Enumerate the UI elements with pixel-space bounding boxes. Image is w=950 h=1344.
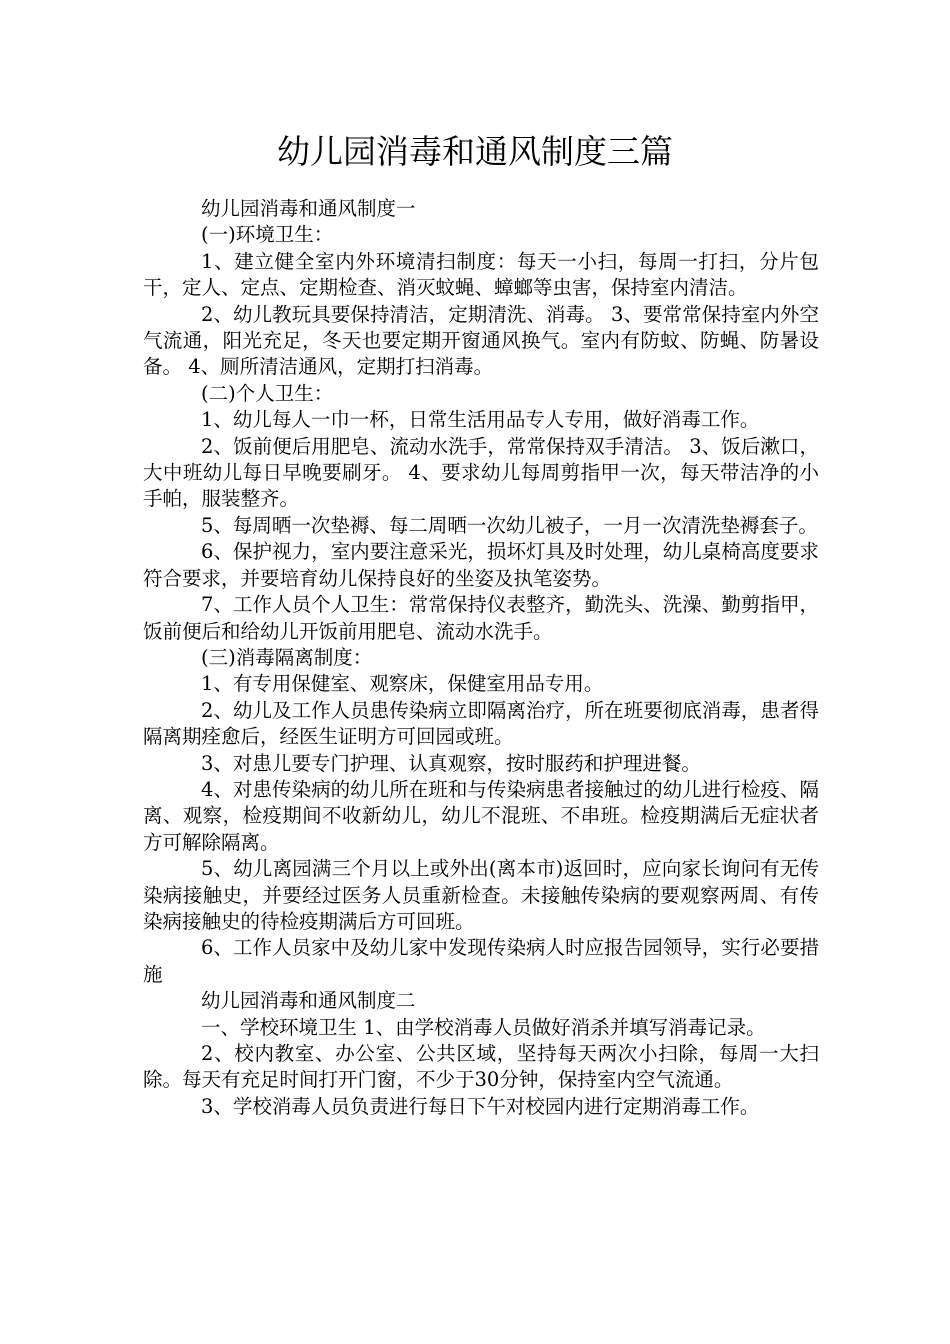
document-body bbox=[143, 196, 819, 1120]
paragraph: 6、工作人员家中及幼儿家中发现传染病人时应报告园领导，实行必要措施 bbox=[143, 936, 819, 986]
paragraph: 一、学校环境卫生 1、由学校消毒人员做好消杀并填写消毒记录。 bbox=[201, 1015, 766, 1039]
subsection-heading: (一)环境卫生： bbox=[201, 223, 334, 247]
paragraph: 5、幼儿离园满三个月以上或外出(离本市)返回时，应向家长询问有无传染病接触史，并要经过医务人员重新检查。未接触传染病的要观察两周、有传染病接触史的待检疫期满后方可回班。 bbox=[143, 857, 819, 933]
section-heading-1: 幼儿园消毒和通风制度一 bbox=[201, 197, 416, 220]
paragraph: 2、幼儿教玩具要保持清洁，定期清洗、消毒。 3、要常常保持室内外空气流通，阳光充足，冬天也要定期开窗通风换气。室内有防蚊、防蝇、防暑设备。 4、厕所清洁通风，定期打扫消毒。 bbox=[143, 302, 819, 379]
paragraph: 1、幼儿每人一巾一杯，日常生活用品专人专用，做好消毒工作。 bbox=[201, 408, 760, 432]
paragraph: 4、对患传染病的幼儿所在班和与传染病患者接触过的幼儿进行检疫、隔离、观察，检疫期间不收新幼儿，幼儿不混班、不串班。检疫期满后无症状者方可解除隔离。 bbox=[143, 777, 819, 854]
paragraph: 3、对患儿要专门护理、认真观察，按时服药和护理进餐。 bbox=[201, 751, 701, 775]
subsection-heading: (三)消毒隔离制度： bbox=[201, 645, 373, 669]
paragraph: 2、幼儿及工作人员患传染病立即隔离治疗，所在班要彻底消毒，患者得隔离期痊愈后，经医生证明方可回园或班。 bbox=[143, 698, 819, 749]
paragraph: 3、学校消毒人员负责进行每日下午对校园内进行定期消毒工作。 bbox=[201, 1094, 760, 1118]
paragraph: 1、建立健全室内外环境清扫制度：每天一小扫，每周一打扫，分片包干，定人、定点、定期检查、消灭蚊蝇、蟑螂等虫害，保持室内清洁。 bbox=[143, 249, 819, 300]
section-heading-2: 幼儿园消毒和通风制度二 bbox=[201, 989, 416, 1013]
paragraph: 1、有专用保健室、观察床，保健室用品专用。 bbox=[201, 672, 604, 696]
document-title: 幼儿园消毒和通风制度三篇 bbox=[277, 132, 673, 171]
paragraph: 2、饭前便后用肥皂、流动水洗手，常常保持双手清洁。 3、饭后漱口，大中班幼儿每日早晚要刷牙。 4、要求幼儿每周剪指甲一次，每天带洁净的小手帕，服装整齐。 bbox=[143, 434, 819, 511]
paragraph: 7、工作人员个人卫生：常常保持仪表整齐，勤洗头、洗澡、勤剪指甲，饭前便后和给幼儿开饭前用肥皂、流动水洗手。 bbox=[143, 593, 819, 643]
paragraph: 2、校内教室、办公室、公共区域，坚持每天两次小扫除，每周一大扫除。每天有充足时间打开门窗，不少于30分钟，保持室内空气流通。 bbox=[143, 1042, 819, 1092]
paragraph: 6、保护视力，室内要注意采光，损坏灯具及时处理，幼儿桌椅高度要求符合要求，并要培育幼儿保持良好的坐姿及执笔姿势。 bbox=[143, 540, 819, 590]
paragraph: 5、每周晒一次垫褥、每二周晒一次幼儿被子，一月一次清洗垫褥套子。 bbox=[201, 513, 818, 537]
subsection-heading: (二)个人卫生： bbox=[201, 381, 334, 405]
